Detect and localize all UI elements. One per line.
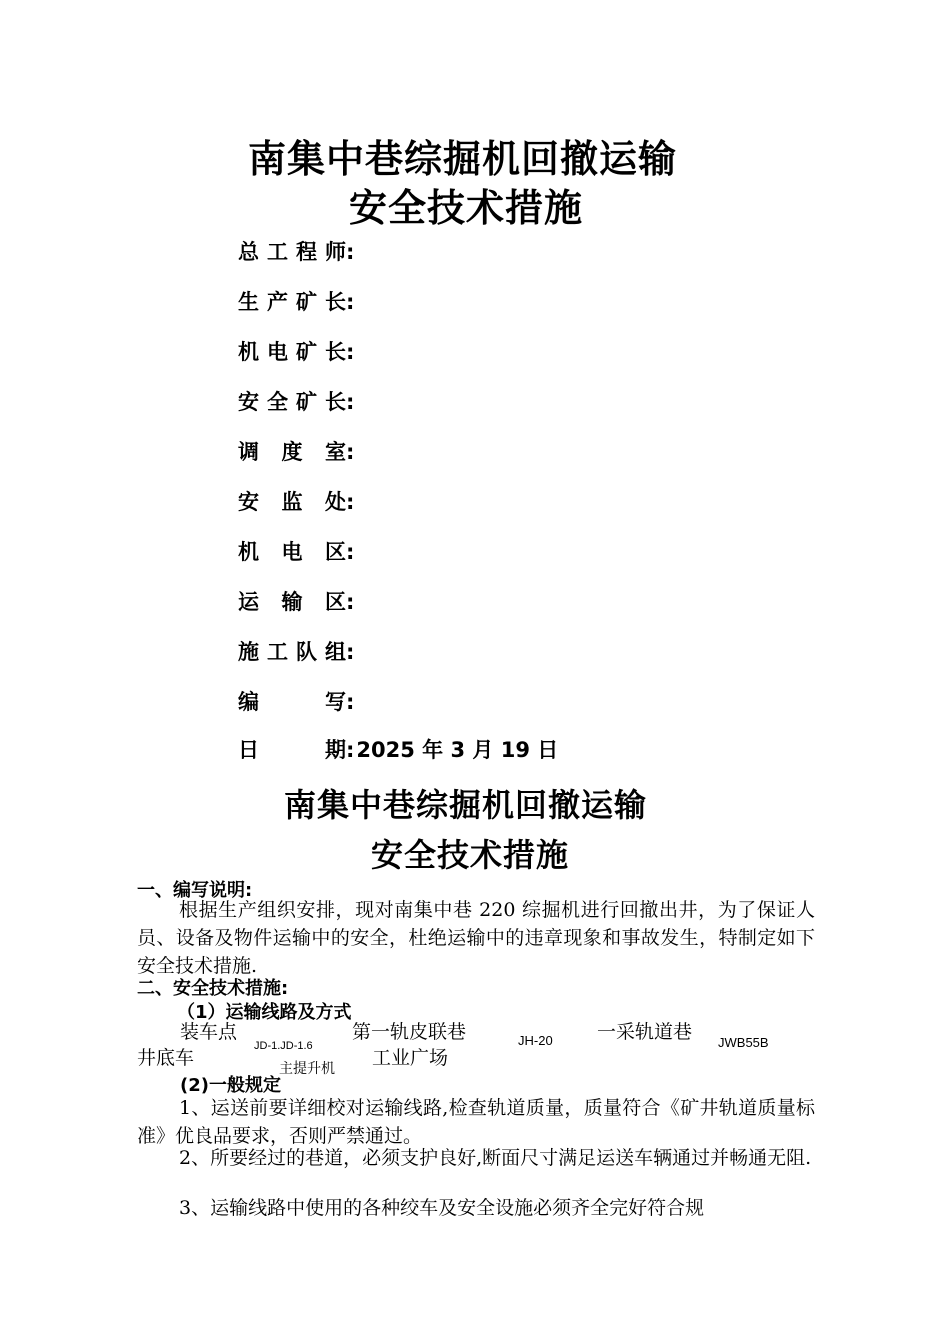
signature-row xyxy=(238,636,356,666)
signature-row xyxy=(238,734,558,764)
signature-label: 施工队组 xyxy=(238,640,346,664)
signature-row xyxy=(238,686,356,716)
signature-colon: : xyxy=(346,640,355,664)
cover-title-line2: 安全技术措施 xyxy=(349,186,584,230)
signature-row xyxy=(238,386,356,416)
signature-row xyxy=(238,486,356,516)
signature-label: 机电区 xyxy=(238,540,346,564)
signature-colon: : xyxy=(346,340,355,364)
signature-colon: : xyxy=(346,440,355,464)
body-title-line1: 南集中巷综掘机回撤运输 xyxy=(284,786,648,824)
route-jd-label: JD-1.JD-1.6 xyxy=(254,1040,313,1052)
route-shaft-bottom: 井底车 xyxy=(137,1047,195,1069)
signature-colon: : xyxy=(346,240,355,264)
signature-row xyxy=(238,436,356,466)
route-jwb55b: JWB55B xyxy=(718,1035,769,1050)
signature-label: 总工程师 xyxy=(238,240,346,264)
route-first-conveyor: 第一轨皮联巷 xyxy=(352,1021,467,1043)
signature-colon: : xyxy=(346,590,355,614)
subsection-heading: (2)一般规定 xyxy=(180,1075,281,1095)
signature-colon: : xyxy=(346,490,355,514)
signature-label: 运输区 xyxy=(238,590,346,614)
section-heading: 一、编写说明: xyxy=(137,880,253,901)
signature-label: 编写 xyxy=(238,690,346,714)
signature-label: 安全矿长 xyxy=(238,390,346,414)
signature-colon: : xyxy=(346,540,355,564)
rule-paragraph: 3、运输线路中使用的各种绞车及安全设施必须齐全完好符合规 xyxy=(179,1197,705,1219)
signature-row xyxy=(238,536,356,566)
signature-label: 日期 xyxy=(238,738,346,762)
signature-colon: : xyxy=(346,738,355,762)
cover-title-line1: 南集中巷综掘机回撤运输 xyxy=(248,137,678,181)
route-main-hoist: 主提升机 xyxy=(277,1058,337,1078)
signature-row xyxy=(238,286,356,316)
subsection-heading: （1）运输线路及方式 xyxy=(177,1002,352,1023)
signature-colon: : xyxy=(346,390,355,414)
rule-paragraph: 1、运送前要详细校对运输线路,检查轨道质量，质量符合《矿井轨道质量标准》优良品要求，否则严禁通过。 xyxy=(137,1097,815,1147)
signature-colon: : xyxy=(346,690,355,714)
signature-label: 生产矿长 xyxy=(238,290,346,314)
date-value: 2025 年 3 月 19 日 xyxy=(356,738,559,762)
signature-row xyxy=(238,586,356,616)
body-title-line2: 安全技术措施 xyxy=(371,836,570,874)
route-industrial-plaza: 工业广场 xyxy=(372,1047,449,1069)
signature-colon: : xyxy=(346,290,355,314)
rule-paragraph: 2、所要经过的巷道，必须支护良好,断面尺寸满足运送车辆通过并畅通无阻. xyxy=(179,1147,812,1169)
route-jh20: JH-20 xyxy=(518,1033,553,1048)
signature-label: 机电矿长 xyxy=(238,340,346,364)
route-first-track: 一采轨道巷 xyxy=(597,1021,693,1043)
signature-label: 调度室 xyxy=(238,440,346,464)
route-loading-point: 装车点 xyxy=(180,1021,238,1043)
section-heading: 二、安全技术措施: xyxy=(137,978,289,999)
section1-paragraph: 根据生产组织安排，现对南集中巷 220 综掘机进行回撤出井，为了保证人员、设备及物件运输中的安全，杜绝运输中的违章现象和事故发生，特制定如下安全技术措施. xyxy=(137,899,815,977)
signature-label: 安监处 xyxy=(238,490,346,514)
signature-row xyxy=(238,336,356,366)
signature-row xyxy=(238,236,356,266)
